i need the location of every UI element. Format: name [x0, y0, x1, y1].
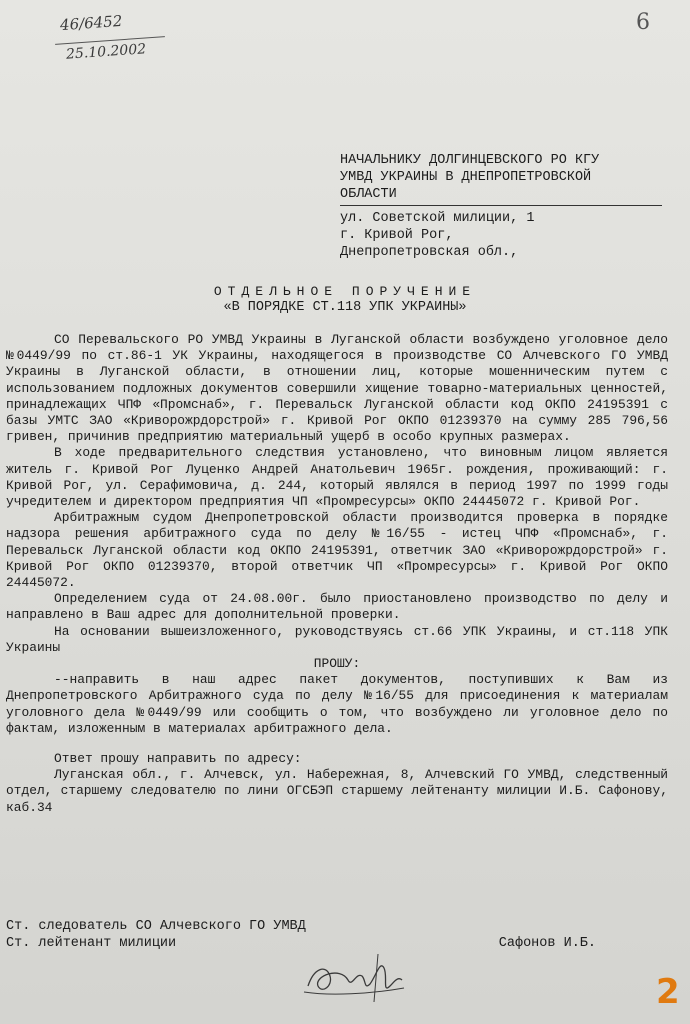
handwritten-signature-icon	[300, 946, 410, 1006]
paragraph-arbitration: Арбитражным судом Днепропетровской области производится проверка в порядке надзора решения арбитражного суда по делу №16/55 - истец ЧПФ «Промснаб», г. Перевальск Луганской области код ОКПО 24195391, ответчик ЗАО «Криворожрдорстрой» г. Кривой Рог ОКПО 01239370, второй ответчик ЧП «Промресурсы» г. Кривой Рог ОКПО 24445072.	[6, 510, 668, 591]
addressee-block	[340, 152, 670, 261]
addressee-region: Днепропетровская обл.,	[340, 245, 519, 260]
signer-position-1: Ст. следователь СО Алчевского ГО УМВД	[6, 919, 306, 934]
addressee-line-1: НАЧАЛЬНИКУ ДОЛГИНЦЕВСКОГО РО КГУ	[340, 153, 600, 168]
paragraph-request: --направить в наш адрес пакет документов, поступивших к Вам из Днепропетровского Арбитражного суда по делу №16/55 для присоединения к материалам уголовного дела №0449/99 или сообщить о том, что возбуждено ли уголовное дело по фактам, изложенным в материалах арбитражного дела.	[6, 672, 668, 736]
corner-page-number: 2	[656, 972, 680, 1012]
addressee-line-3: ОБЛАСТИ	[340, 187, 397, 202]
paragraph-case-intro: СО Перевальского РО УМВД Украины в Луганской области возбуждено уголовное дело №0449/99 по ст.86-1 УК Украины, находящегося в производстве СО Алчевского ГО УМВД Украины в Луганской области, в отношении лиц, которые мошенническим путем с использованием подложных документов совершили хищение товарно-материальных ценностей, принадлежащих ЧПФ «Промснаб», г. Перевальск Луганской области код ОКПО 24195391 с базы УМТС ЗАО «Криворожрдорстрой» г. Кривой Рог ОКПО 01239370 на сумму 285 796,56 гривен, причинив предприятию материальный ущерб в особо крупных размерах.	[6, 332, 668, 445]
reply-intro: Ответ прошу направить по адресу:	[54, 751, 302, 767]
addressee-divider	[340, 205, 662, 206]
handwritten-registration-date: 25.10.2002	[65, 41, 147, 63]
signer-name: Сафонов И.Б.	[498, 936, 596, 951]
handwritten-page-number: 6	[636, 10, 650, 35]
request-heading: ПРОШУ:	[313, 656, 361, 672]
paragraph-court-ruling: Определением суда от 24.08.00г. было приостановлено производство по делу и направлено в Ваш адрес для дополнительной проверки.	[6, 591, 668, 623]
addressee-city: г. Кривой Рог,	[340, 228, 454, 243]
paragraph-grounds: На основании вышеизложенного, руководствуясь ст.66 УПК Украины, и ст.118 УПК Украины	[6, 623, 668, 655]
document-subtitle: «В ПОРЯДКЕ СТ.118 УПК УКРАИНЫ»	[223, 300, 467, 315]
addressee-line-2: УМВД УКРАИНЫ В ДНЕПРОПЕТРОВСКОЙ	[340, 170, 592, 185]
document-title: ОТДЕЛЬНОЕ ПОРУЧЕНИЕ	[213, 284, 477, 299]
addressee-street: ул. Советской милиции, 1	[340, 211, 535, 226]
paragraph-gap	[6, 737, 668, 751]
document-body	[6, 332, 668, 816]
signer-position-2: Ст. лейтенант милиции	[6, 936, 177, 951]
handwritten-registration-number: 46/6452	[59, 11, 123, 35]
reply-address: Луганская обл., г. Алчевск, ул. Набережная, 8, Алчевский ГО УМВД, следственный отдел, старшему следователю по лини ОГСБЭП старшему лейтенанту милиции И.Б. Сафонову, каб.34	[6, 767, 668, 815]
paragraph-suspect: В ходе предварительного следствия установлено, что виновным лицом является житель г. Кривой Рог Луценко Андрей Анатольевич 1965г. рождения, проживающий: г. Кривой Рог, ул. Серафимовича, д. 244, который являлся в период 1997 по 1999 годы учредителем и директором предприятия ЧП «Промресурсы» ОКПО 24445072 г. Кривой Рог.	[6, 445, 668, 510]
